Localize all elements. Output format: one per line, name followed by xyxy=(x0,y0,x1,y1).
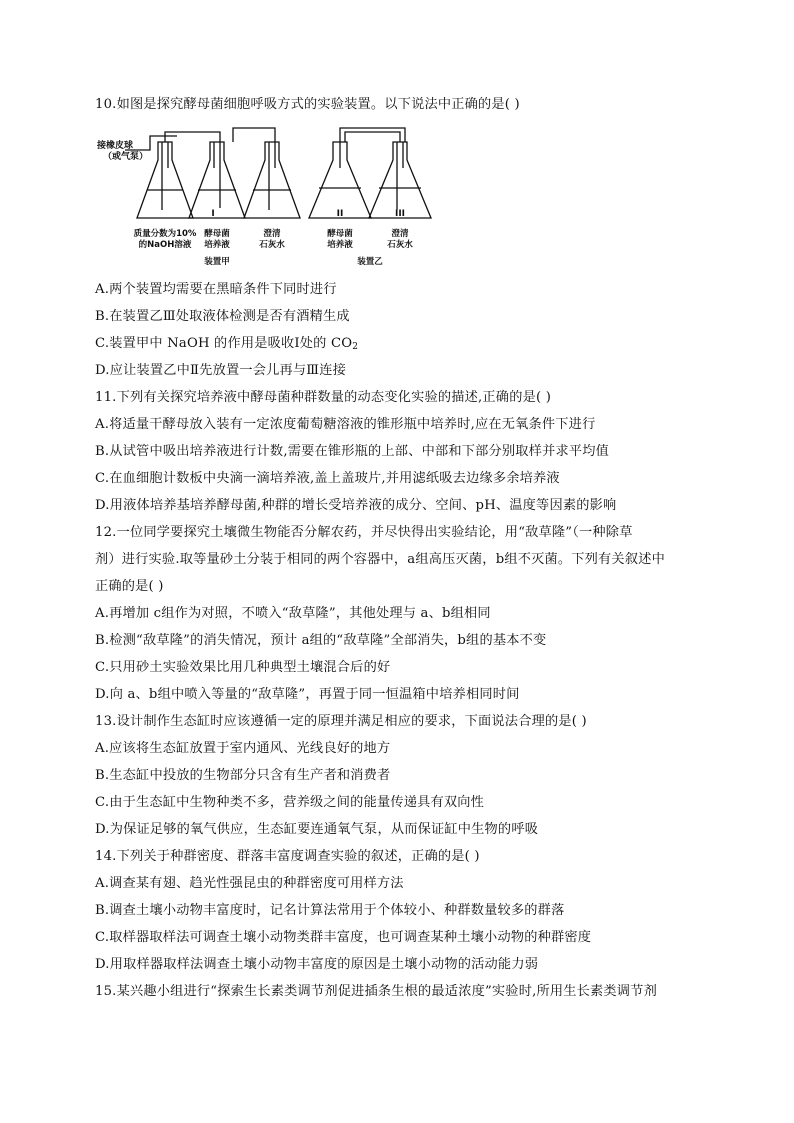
flask-I-number: I xyxy=(211,209,215,219)
q10-option-b: B.在装置乙Ⅲ处取液体检测是否有酒精生成 xyxy=(95,309,350,324)
q14-stem: 14.下列关于种群密度、群落丰富度调查实验的叙述，正确的是( ) xyxy=(95,849,480,864)
flask-III-number: III xyxy=(394,209,406,219)
q11-option-d: D.用液体培养基培养酵母菌,种群的增长受培养液的成分、空间、pH、温度等因素的影响 xyxy=(95,498,617,513)
q14-option-c: C.取样器取样法可调查土壤小动物类群丰富度，也可调查某种土壤小动物的种群密度 xyxy=(95,930,592,945)
q10-option-c xyxy=(95,335,705,356)
flask1-caption-2: 的NaOH溶液 xyxy=(138,240,192,250)
q13-option-c: C.由于生态缸中生物种类不多，营养级之间的能量传递具有双向性 xyxy=(95,795,485,810)
q13-option-a: A.应该将生态缸放置于室内通风、光线良好的地方 xyxy=(95,741,391,756)
q12-option-b: B.检测“敌草隆”的消失情况，预计 a组的“敌草隆”全部消失，b组的基本不变 xyxy=(95,633,547,648)
flask5-caption-2: 石灰水 xyxy=(387,240,413,250)
flask2-caption-1: 酵母菌 xyxy=(204,229,230,239)
q13-stem: 13.设计制作生态缸时应该遵循一定的原理并满足相应的要求，下面说法合理的是( ) xyxy=(95,714,587,729)
q12-stem-line1: 12.一位同学要探究土壤微生物能否分解农药，并尽快得出实验结论，用“敌草隆”（一种除草 xyxy=(95,525,633,540)
q14-option-d: D.用取样器取样法调查土壤小动物丰富度的原因是土壤小动物的活动能力弱 xyxy=(95,957,539,972)
q11-option-a: A.将适量干酵母放入装有一定浓度葡萄糖溶液的锥形瓶中培养时,应在无氧条件下进行 xyxy=(95,417,596,432)
q13-option-b: B.生态缸中投放的生物部分只含有生产者和消费者 xyxy=(95,768,391,783)
flask-II-number: II xyxy=(336,209,344,219)
q10-option-d: D.应让装置乙中Ⅱ先放置一会儿再与Ⅲ连接 xyxy=(95,363,346,378)
pump-label-line2: （或气泵） xyxy=(103,152,149,162)
q11-stem: 11.下列有关探究培养液中酵母菌种群数量的动态变化实验的描述,正确的是( ) xyxy=(95,390,552,405)
flask1-caption-1: 质量分数为10% xyxy=(133,229,197,239)
q11-option-b: B.从试管中吸出培养液进行计数,需要在锥形瓶的上部、中部和下部分别取样并求平均值 xyxy=(95,444,610,459)
device-b-label: 装置乙 xyxy=(357,257,383,267)
q12-option-c: C.只用砂土实验效果比用几种典型土壤混合后的好 xyxy=(95,660,391,675)
flask3-caption-2: 石灰水 xyxy=(259,240,285,250)
q10-option-a: A.两个装置均需要在黑暗条件下同时进行 xyxy=(95,282,337,297)
flask4-caption-1: 酵母菌 xyxy=(327,229,353,239)
q12-option-d: D.向 a、b组中喷入等量的“敌草隆”，再置于同一恒温箱中培养相同时间 xyxy=(95,687,520,702)
q10-stem: 10.如图是探究酵母菌细胞呼吸方式的实验装置。以下说法中正确的是( ) xyxy=(95,97,520,112)
q10-option-c-text: C.装置甲中 NaOH 的作用是吸收Ⅰ处的 CO xyxy=(95,336,353,351)
device-a-label: 装置甲 xyxy=(204,257,230,267)
flask2-caption-2: 培养液 xyxy=(204,240,230,250)
co2-subscript: 2 xyxy=(352,342,359,352)
flask5-caption-1: 澄清 xyxy=(391,229,409,239)
q12-stem-line3: 正确的是( ) xyxy=(95,579,164,594)
flask4-caption-2: 培养液 xyxy=(327,240,353,250)
q14-option-a: A.调查某有翅、趋光性强昆虫的种群密度可用样方法 xyxy=(95,876,404,891)
q15-stem: 15.某兴趣小组进行“探索生长素类调节剂促进插条生根的最适浓度”实验时,所用生长素类调节剂 xyxy=(95,984,657,999)
q14-option-b: B.调查土壤小动物丰富度时，记名计算法常用于个体较小、种群数量较多的群落 xyxy=(95,903,565,918)
q12-option-a: A.再增加 c组作为对照，不喷入“敌草隆”，其他处理与 a、b组相同 xyxy=(95,606,491,621)
yeast-respiration-apparatus-figure xyxy=(95,118,455,273)
pump-label-line1: 接橡皮球 xyxy=(97,141,134,151)
q11-option-c: C.在血细胞计数板中央滴一滴培养液,盖上盖玻片,并用滤纸吸去边缘多余培养液 xyxy=(95,471,560,486)
q13-option-d: D.为保证足够的氧气供应，生态缸要连通氧气泵，从而保证缸中生物的呼吸 xyxy=(95,822,539,837)
flask3-caption-1: 澄清 xyxy=(263,229,281,239)
q12-stem-line2: 剂）进行实验.取等量砂土分装于相同的两个容器中，a组高压灭菌，b组不灭菌。下列有关叙述中 xyxy=(95,552,665,567)
